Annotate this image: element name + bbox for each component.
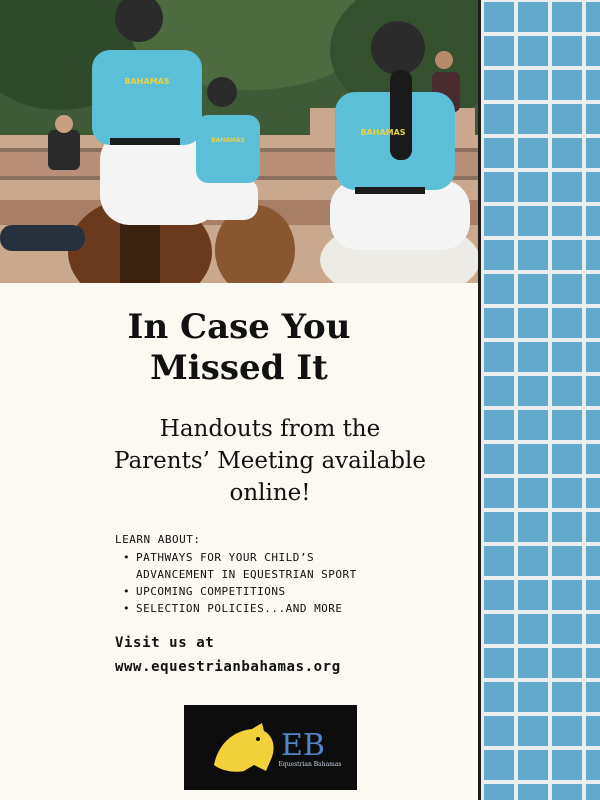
headline-line-1: In Case You [127, 307, 351, 347]
headline-line-2: Missed It [150, 348, 328, 388]
subheading [60, 413, 480, 509]
list-item [123, 583, 435, 600]
main-content [0, 283, 478, 800]
equestrian-riders-photo [0, 0, 478, 283]
list-item [123, 600, 435, 617]
horse-head-icon [214, 723, 274, 772]
shirt-lettering-2: BAHAMAS [211, 137, 245, 144]
visit-us-section [115, 631, 455, 679]
logo-name: Equestrian Bahamas [278, 761, 342, 768]
headline [0, 307, 478, 389]
subheading-line-3: online! [229, 480, 311, 506]
shirt-lettering-3: BAHAMAS [360, 128, 406, 137]
visit-us-label: Visit us at [115, 635, 215, 651]
learn-about-section [115, 531, 435, 617]
learn-about-title: LEARN ABOUT: [115, 533, 201, 546]
logo-initials: EB [281, 728, 325, 763]
blue-tile-pattern [481, 0, 600, 800]
list-item [123, 549, 435, 583]
list-item-text: • UPCOMING COMPETITIONS [136, 585, 286, 598]
learn-about-list [115, 549, 435, 617]
list-item-text: ADVANCEMENT IN EQUESTRIAN SPORT [136, 568, 357, 581]
subheading-line-1: Handouts from the [159, 416, 381, 442]
subheading-line-2: Parents’ Meeting available [114, 448, 426, 474]
list-item-text: • PATHWAYS FOR YOUR CHILD’S [136, 551, 315, 564]
list-item-text: • SELECTION POLICIES...AND MORE [136, 602, 343, 615]
equestrian-bahamas-logo [184, 705, 357, 790]
shirt-lettering-1: BAHAMAS [124, 77, 170, 86]
website-link[interactable]: www.equestrianbahamas.org [115, 659, 341, 675]
